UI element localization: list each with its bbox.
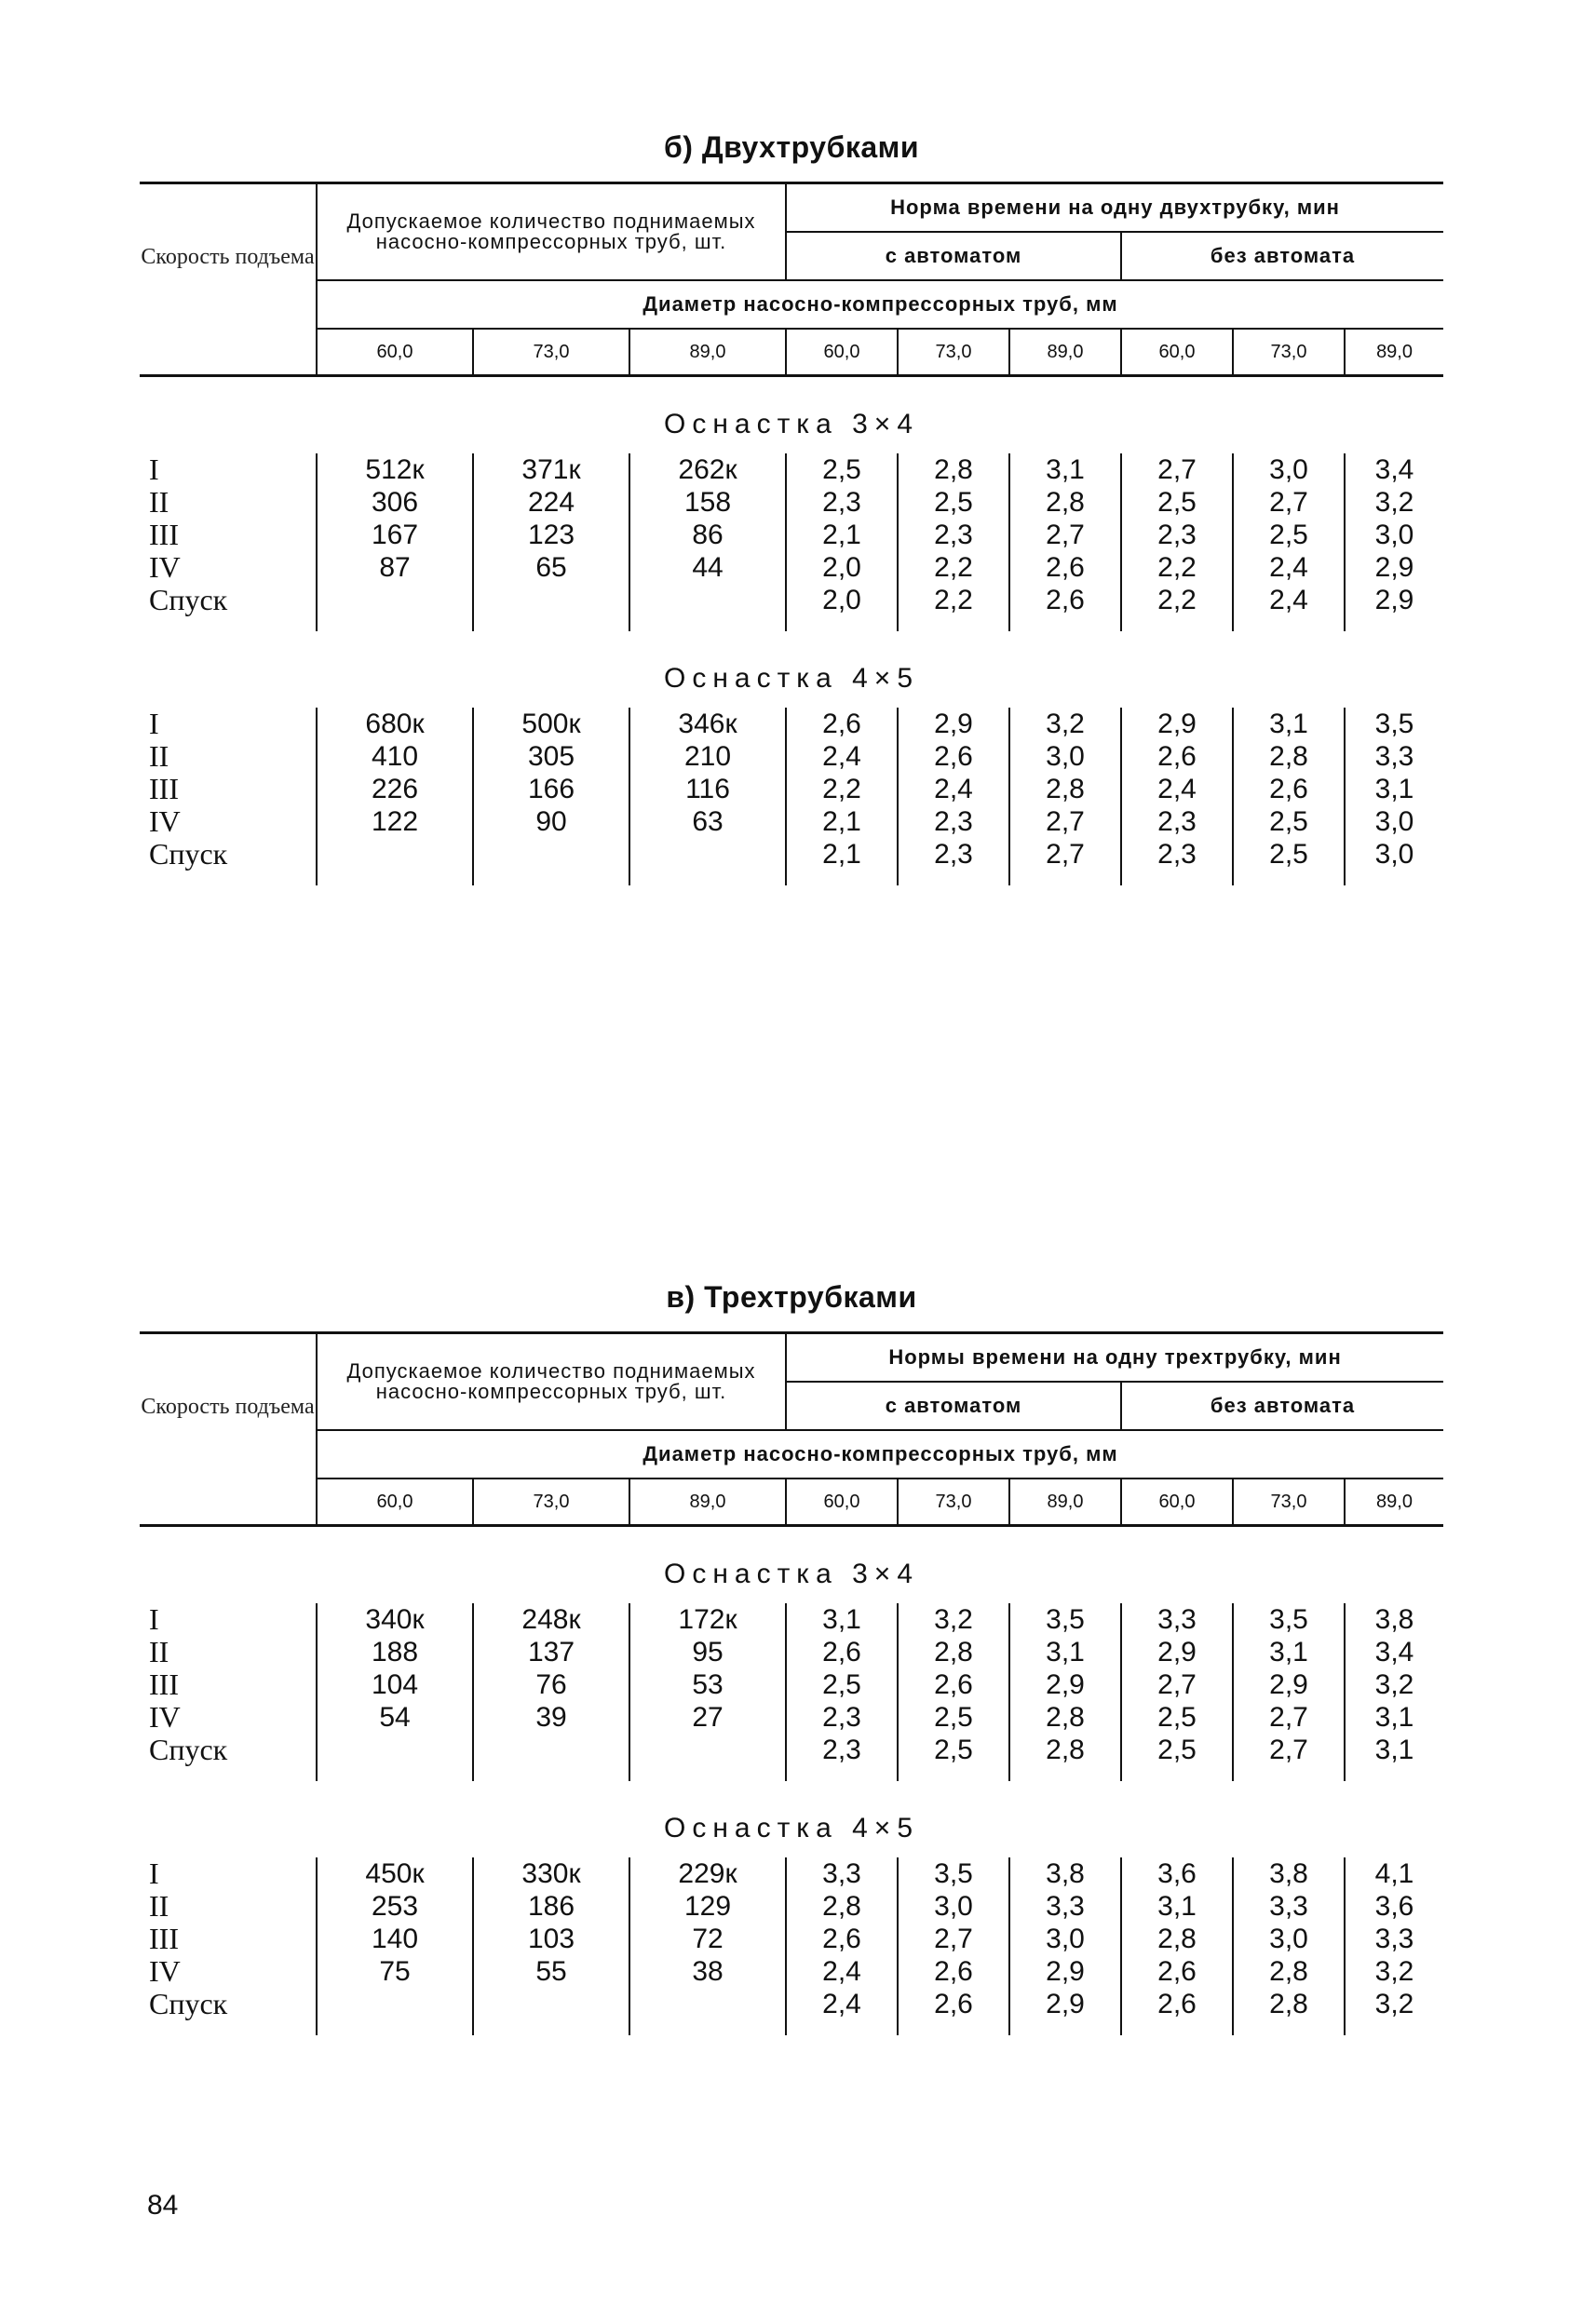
- table-cell: 3,5: [1233, 1603, 1345, 1636]
- speed-label: IV: [149, 804, 181, 838]
- table-cell: 3,5: [898, 1857, 1009, 1890]
- diameter-value: 60,0: [317, 329, 473, 376]
- table-cell: 158: [629, 486, 786, 519]
- table-cell: 2,4: [898, 773, 1009, 805]
- diameter-value: 89,0: [1009, 1479, 1121, 1526]
- speed-label: I: [149, 1857, 159, 1890]
- table-cell: 2,4: [1233, 551, 1345, 584]
- table-cell: 2,8: [898, 1636, 1009, 1668]
- speed-label: Спуск: [149, 1733, 228, 1766]
- table-cell: 2,9: [1233, 1668, 1345, 1701]
- table-cell: 3,5: [1009, 1603, 1121, 1636]
- table-cell: [317, 838, 473, 871]
- table-row-spacer: [140, 1766, 1443, 1781]
- allowed-count-header: Допускаемое количество поднимаемых насосно-компрессорных труб, шт.: [317, 183, 786, 281]
- table-cell: 2,3: [1121, 805, 1233, 838]
- table-cell: 2,6: [1121, 740, 1233, 773]
- table-cell: 2,8: [786, 1890, 898, 1923]
- table-row: [140, 1955, 1443, 1988]
- table-cell: 2,8: [1233, 1955, 1345, 1988]
- table-cell: 2,1: [786, 805, 898, 838]
- table-cell: 2,7: [1009, 838, 1121, 871]
- table-cell: 76: [473, 1668, 629, 1701]
- table-cell: 4,1: [1345, 1857, 1443, 1890]
- table-cell: 188: [317, 1636, 473, 1668]
- data-table: [140, 708, 1443, 885]
- table-row: [140, 584, 1443, 616]
- table-cell: 72: [629, 1923, 786, 1955]
- table-cell: 3,2: [1009, 708, 1121, 740]
- table-cell: 680к: [317, 708, 473, 740]
- table-cell: 2,5: [1233, 805, 1345, 838]
- table-cell: 3,0: [1345, 805, 1443, 838]
- diameter-value: 60,0: [786, 329, 898, 376]
- table-cell: 87: [317, 551, 473, 584]
- table-cell: 410: [317, 740, 473, 773]
- speed-label: Спуск: [149, 1987, 228, 2020]
- table-cell: 3,1: [1121, 1890, 1233, 1923]
- data-table: [140, 1603, 1443, 1781]
- with-automat-header: с автоматом: [786, 232, 1121, 280]
- table-cell: 2,5: [898, 1734, 1009, 1766]
- table-cell: 129: [629, 1890, 786, 1923]
- table-cell: 2,9: [1121, 1636, 1233, 1668]
- table-cell: 116: [629, 773, 786, 805]
- table-cell: 2,7: [1009, 805, 1121, 838]
- table-cell: 3,3: [1121, 1603, 1233, 1636]
- table-header: [140, 182, 1443, 377]
- rigging-group-title: Оснастка 3×4: [663, 409, 920, 439]
- table-cell: 226: [317, 773, 473, 805]
- table-cell: 3,0: [1233, 1923, 1345, 1955]
- table-cell: 371к: [473, 453, 629, 486]
- table-cell: 27: [629, 1701, 786, 1734]
- table-cell: 330к: [473, 1857, 629, 1890]
- table-cell: 3,1: [1345, 1701, 1443, 1734]
- table-cell: [473, 838, 629, 871]
- table-cell: 2,1: [786, 519, 898, 551]
- table-cell: 104: [317, 1668, 473, 1701]
- table-row: [140, 1668, 1443, 1701]
- table-row-spacer: [140, 871, 1443, 885]
- diameter-value: 73,0: [473, 1479, 629, 1526]
- diameter-value: 73,0: [473, 329, 629, 376]
- table-cell: 2,3: [786, 486, 898, 519]
- table-cell: 2,3: [786, 1734, 898, 1766]
- table-cell: 2,7: [1121, 1668, 1233, 1701]
- table-cell: 2,6: [898, 1988, 1009, 2020]
- speed-label: II: [149, 1889, 169, 1923]
- table-cell: [317, 584, 473, 616]
- table-cell: 2,8: [1233, 1988, 1345, 2020]
- table-cell: 172к: [629, 1603, 786, 1636]
- table-cell: 2,9: [1345, 551, 1443, 584]
- table-row: [140, 1734, 1443, 1766]
- table-cell: 3,8: [1009, 1857, 1121, 1890]
- data-table: [140, 453, 1443, 631]
- speed-header-spacer: [140, 1479, 317, 1526]
- speed-label: I: [149, 707, 159, 740]
- table-cell: 95: [629, 1636, 786, 1668]
- section-title: б) Двухтрубками: [664, 130, 919, 164]
- speed-label: IV: [149, 1700, 181, 1734]
- rigging-group-title: Оснастка 4×5: [663, 663, 920, 694]
- table-cell: 2,1: [786, 838, 898, 871]
- table-cell: 2,6: [898, 1668, 1009, 1701]
- table-cell: 2,3: [1121, 838, 1233, 871]
- table-cell: 3,1: [1345, 1734, 1443, 1766]
- table-cell: 123: [473, 519, 629, 551]
- table-cell: 3,6: [1345, 1890, 1443, 1923]
- speed-label: II: [149, 485, 169, 519]
- table-cell: 3,2: [1345, 1955, 1443, 1988]
- table-row-spacer: [140, 2020, 1443, 2035]
- table-cell: [629, 584, 786, 616]
- table-cell: 2,9: [898, 708, 1009, 740]
- table-row: [140, 740, 1443, 773]
- table-cell: 54: [317, 1701, 473, 1734]
- table-cell: 3,1: [1009, 1636, 1121, 1668]
- diameter-value: 60,0: [1121, 329, 1233, 376]
- table-header: [140, 1331, 1443, 1527]
- table-cell: 2,4: [786, 1955, 898, 1988]
- table-cell: 2,6: [786, 1636, 898, 1668]
- speed-label: III: [149, 1922, 179, 1955]
- table-cell: 2,3: [1121, 519, 1233, 551]
- table-cell: 2,5: [1233, 838, 1345, 871]
- table-row: [140, 453, 1443, 486]
- table-cell: 166: [473, 773, 629, 805]
- speed-label: III: [149, 772, 179, 805]
- data-table: [140, 1857, 1443, 2035]
- diameter-value: 60,0: [786, 1479, 898, 1526]
- table-cell: 2,9: [1121, 708, 1233, 740]
- table-cell: 2,2: [898, 584, 1009, 616]
- table-cell: 63: [629, 805, 786, 838]
- table-cell: 3,2: [1345, 486, 1443, 519]
- table-cell: 2,7: [1233, 1734, 1345, 1766]
- table-cell: 2,3: [786, 1701, 898, 1734]
- table-row: [140, 1857, 1443, 1890]
- table-cell: 2,9: [1009, 1955, 1121, 1988]
- without-automat-header: без автомата: [1121, 232, 1443, 280]
- table-cell: 2,7: [1009, 519, 1121, 551]
- table-cell: 3,0: [1345, 519, 1443, 551]
- table-cell: 210: [629, 740, 786, 773]
- diameter-value: 73,0: [898, 329, 1009, 376]
- table-cell: 2,9: [1009, 1668, 1121, 1701]
- speed-label: IV: [149, 1954, 181, 1988]
- table-cell: 3,4: [1345, 1636, 1443, 1668]
- diameter-value: 89,0: [1345, 329, 1443, 376]
- table-row: [140, 1988, 1443, 2020]
- table-cell: 140: [317, 1923, 473, 1955]
- table-cell: 2,2: [1121, 551, 1233, 584]
- table-cell: 2,6: [786, 708, 898, 740]
- speed-header: Скорость подъема: [141, 1394, 315, 1419]
- table-cell: 167: [317, 519, 473, 551]
- table-cell: 3,2: [898, 1603, 1009, 1636]
- table-cell: 2,2: [898, 551, 1009, 584]
- table-cell: 450к: [317, 1857, 473, 1890]
- table-cell: [629, 1988, 786, 2020]
- table-cell: [473, 1734, 629, 1766]
- table-cell: 3,1: [1009, 453, 1121, 486]
- table-cell: 55: [473, 1955, 629, 1988]
- speed-label: II: [149, 1635, 169, 1668]
- speed-header-spacer: [140, 329, 317, 376]
- table-cell: 2,7: [898, 1923, 1009, 1955]
- speed-header: Скорость подъема: [141, 244, 315, 269]
- table-cell: 512к: [317, 453, 473, 486]
- with-automat-header: с автоматом: [786, 1382, 1121, 1430]
- table-row: [140, 519, 1443, 551]
- table-cell: 305: [473, 740, 629, 773]
- rigging-group-title: Оснастка 4×5: [663, 1813, 920, 1843]
- table-cell: [473, 1988, 629, 2020]
- table-row: [140, 773, 1443, 805]
- table-row: [140, 1890, 1443, 1923]
- table-cell: 65: [473, 551, 629, 584]
- table-row: [140, 1636, 1443, 1668]
- table-cell: 2,5: [898, 486, 1009, 519]
- section-title: в) Трехтрубками: [666, 1280, 917, 1314]
- table-cell: 2,6: [1233, 773, 1345, 805]
- diameter-value: 60,0: [1121, 1479, 1233, 1526]
- table-cell: 2,5: [1233, 519, 1345, 551]
- table-cell: [473, 584, 629, 616]
- table-cell: 2,5: [1121, 1701, 1233, 1734]
- diameter-value: 60,0: [317, 1479, 473, 1526]
- table-cell: 86: [629, 519, 786, 551]
- speed-label: III: [149, 518, 179, 551]
- table-cell: 38: [629, 1955, 786, 1988]
- table-cell: 2,2: [786, 773, 898, 805]
- table-cell: 2,9: [1345, 584, 1443, 616]
- table-cell: 39: [473, 1701, 629, 1734]
- table-cell: 224: [473, 486, 629, 519]
- table-cell: 3,1: [1233, 708, 1345, 740]
- without-automat-header: без автомата: [1121, 1382, 1443, 1430]
- table-cell: 3,8: [1233, 1857, 1345, 1890]
- table-cell: 2,3: [898, 805, 1009, 838]
- time-norm-header: Норма времени на одну двухтрубку, мин: [786, 183, 1443, 233]
- table-row: [140, 1923, 1443, 1955]
- diameter-value: 89,0: [629, 329, 786, 376]
- allowed-count-header: Допускаемое количество поднимаемых насосно-компрессорных труб, шт.: [317, 1333, 786, 1431]
- speed-label: III: [149, 1668, 179, 1701]
- table-cell: 2,0: [786, 584, 898, 616]
- table-cell: 3,0: [1009, 1923, 1121, 1955]
- table-cell: 2,5: [1121, 1734, 1233, 1766]
- table-cell: 3,3: [1345, 740, 1443, 773]
- table-cell: 3,1: [1345, 773, 1443, 805]
- page-number: 84: [147, 2190, 179, 2221]
- table-cell: 3,4: [1345, 453, 1443, 486]
- table-row: [140, 805, 1443, 838]
- speed-label: I: [149, 452, 159, 486]
- table-cell: 2,4: [1233, 584, 1345, 616]
- table-cell: 3,3: [786, 1857, 898, 1890]
- table-row: [140, 486, 1443, 519]
- table-cell: 2,5: [786, 1668, 898, 1701]
- table-cell: 44: [629, 551, 786, 584]
- table-cell: 340к: [317, 1603, 473, 1636]
- table-row-spacer: [140, 616, 1443, 631]
- table-cell: 2,5: [1121, 486, 1233, 519]
- table-cell: 2,7: [1121, 453, 1233, 486]
- table-cell: 2,9: [1009, 1988, 1121, 2020]
- table-cell: 2,7: [1233, 1701, 1345, 1734]
- table-cell: 3,0: [1009, 740, 1121, 773]
- table-cell: 3,2: [1345, 1988, 1443, 2020]
- table-cell: 253: [317, 1890, 473, 1923]
- speed-label: I: [149, 1602, 159, 1636]
- table-cell: 186: [473, 1890, 629, 1923]
- table-cell: 2,6: [898, 740, 1009, 773]
- table-cell: 53: [629, 1668, 786, 1701]
- diameter-value: 73,0: [1233, 1479, 1345, 1526]
- table-cell: 2,2: [1121, 584, 1233, 616]
- section-double-tubes: [140, 130, 1443, 885]
- speed-label: Спуск: [149, 837, 228, 871]
- table-cell: 262к: [629, 453, 786, 486]
- table-cell: 3,6: [1121, 1857, 1233, 1890]
- table-cell: 2,3: [898, 838, 1009, 871]
- table-cell: [629, 838, 786, 871]
- table-cell: [629, 1734, 786, 1766]
- diameter-value: 73,0: [1233, 329, 1345, 376]
- table-cell: 3,3: [1345, 1923, 1443, 1955]
- section-triple-tubes: [140, 1280, 1443, 2035]
- table-cell: 2,5: [786, 453, 898, 486]
- table-cell: 2,6: [898, 1955, 1009, 1988]
- table-cell: 3,0: [898, 1890, 1009, 1923]
- table-cell: 2,4: [1121, 773, 1233, 805]
- table-cell: 2,7: [1233, 486, 1345, 519]
- table-cell: 3,8: [1345, 1603, 1443, 1636]
- table-cell: 2,8: [1009, 1701, 1121, 1734]
- table-cell: 2,6: [1121, 1988, 1233, 2020]
- table-cell: [317, 1734, 473, 1766]
- table-cell: 2,6: [1121, 1955, 1233, 1988]
- table-cell: 2,8: [1009, 1734, 1121, 1766]
- table-row: [140, 1701, 1443, 1734]
- table-cell: 75: [317, 1955, 473, 1988]
- table-cell: 3,1: [786, 1603, 898, 1636]
- table-cell: 2,5: [898, 1701, 1009, 1734]
- table-cell: 2,8: [1121, 1923, 1233, 1955]
- time-norm-header: Нормы времени на одну трехтрубку, мин: [786, 1333, 1443, 1383]
- diameter-header: Диаметр насосно-компрессорных труб, мм: [317, 280, 1443, 329]
- table-cell: 306: [317, 486, 473, 519]
- table-cell: 2,6: [1009, 584, 1121, 616]
- table-cell: 2,8: [1233, 740, 1345, 773]
- table-cell: 3,5: [1345, 708, 1443, 740]
- table-cell: [317, 1988, 473, 2020]
- speed-label: Спуск: [149, 583, 228, 616]
- table-row: [140, 1603, 1443, 1636]
- table-cell: 103: [473, 1923, 629, 1955]
- table-row: [140, 551, 1443, 584]
- diameter-value: 89,0: [1345, 1479, 1443, 1526]
- table-cell: 122: [317, 805, 473, 838]
- speed-label: IV: [149, 550, 181, 584]
- table-cell: 3,3: [1233, 1890, 1345, 1923]
- table-cell: 3,1: [1233, 1636, 1345, 1668]
- table-cell: 500к: [473, 708, 629, 740]
- table-cell: 90: [473, 805, 629, 838]
- diameter-value: 89,0: [1009, 329, 1121, 376]
- table-cell: 2,6: [786, 1923, 898, 1955]
- table-cell: 2,0: [786, 551, 898, 584]
- rigging-group-title: Оснастка 3×4: [663, 1559, 920, 1589]
- diameter-value: 73,0: [898, 1479, 1009, 1526]
- table-cell: 137: [473, 1636, 629, 1668]
- table-cell: 3,0: [1233, 453, 1345, 486]
- table-cell: 2,8: [898, 453, 1009, 486]
- table-cell: 2,4: [786, 740, 898, 773]
- table-cell: 2,8: [1009, 773, 1121, 805]
- table-row: [140, 708, 1443, 740]
- table-cell: 2,8: [1009, 486, 1121, 519]
- table-cell: 346к: [629, 708, 786, 740]
- table-cell: 229к: [629, 1857, 786, 1890]
- table-cell: 3,0: [1345, 838, 1443, 871]
- table-cell: 2,3: [898, 519, 1009, 551]
- diameter-header: Диаметр насосно-компрессорных труб, мм: [317, 1430, 1443, 1479]
- table-cell: 3,2: [1345, 1668, 1443, 1701]
- table-row: [140, 838, 1443, 871]
- speed-label: II: [149, 739, 169, 773]
- table-cell: 3,3: [1009, 1890, 1121, 1923]
- diameter-value: 89,0: [629, 1479, 786, 1526]
- table-cell: 2,4: [786, 1988, 898, 2020]
- table-cell: 248к: [473, 1603, 629, 1636]
- table-cell: 2,6: [1009, 551, 1121, 584]
